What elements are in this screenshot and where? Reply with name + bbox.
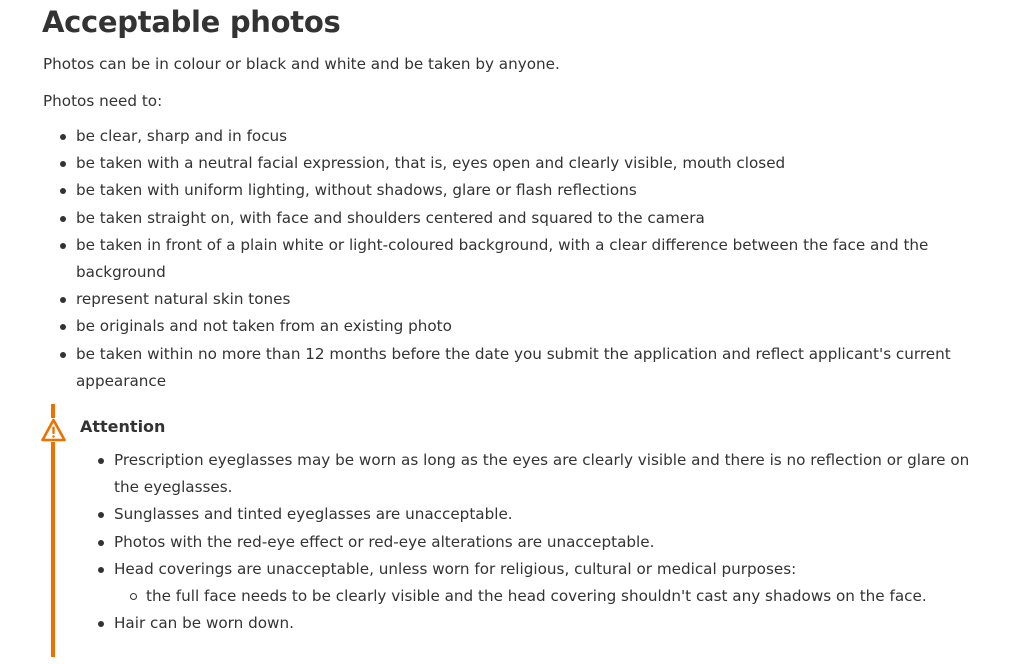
list-item: Photos with the red-eye effect or red-eye alterations are unacceptable.	[81, 529, 981, 556]
list-item: be taken within no more than 12 months before the date you submit the application and reflect applicant's current appearance	[43, 341, 963, 395]
page-title: Acceptable photos	[42, 5, 341, 39]
list-item: be taken in front of a plain white or light-coloured background, with a clear difference between the face and the background	[43, 232, 963, 286]
intro-paragraph: Photos can be in colour or black and white and be taken by anyone.	[43, 55, 560, 73]
attention-sub-list	[114, 583, 981, 610]
list-item: Prescription eyeglasses may be worn as long as the eyes are clearly visible and there is no reflection or glare on the eyeglasses.	[81, 447, 981, 501]
list-item-text: Head coverings are unacceptable, unless worn for religious, cultural or medical purposes:	[114, 559, 797, 578]
attention-list	[81, 447, 981, 637]
list-item-with-sublist	[81, 556, 981, 610]
list-item: Sunglasses and tinted eyeglasses are unacceptable.	[81, 501, 981, 528]
requirements-intro: Photos need to:	[43, 92, 163, 110]
list-item: be clear, sharp and in focus	[43, 123, 963, 150]
list-item: Hair can be worn down.	[81, 610, 981, 637]
attention-title: Attention	[80, 417, 166, 436]
list-item: be originals and not taken from an existing photo	[43, 313, 963, 340]
list-item: represent natural skin tones	[43, 286, 963, 313]
list-item: be taken with a neutral facial expression, that is, eyes open and clearly visible, mouth closed	[43, 150, 963, 177]
requirements-list	[43, 123, 963, 395]
warning-triangle-icon	[41, 418, 66, 442]
list-item: be taken straight on, with face and shoulders centered and squared to the camera	[43, 205, 963, 232]
list-item: be taken with uniform lighting, without shadows, glare or flash reflections	[43, 177, 963, 204]
sub-list-item: the full face needs to be clearly visible and the head covering shouldn't cast any shadows on the face.	[114, 583, 981, 610]
